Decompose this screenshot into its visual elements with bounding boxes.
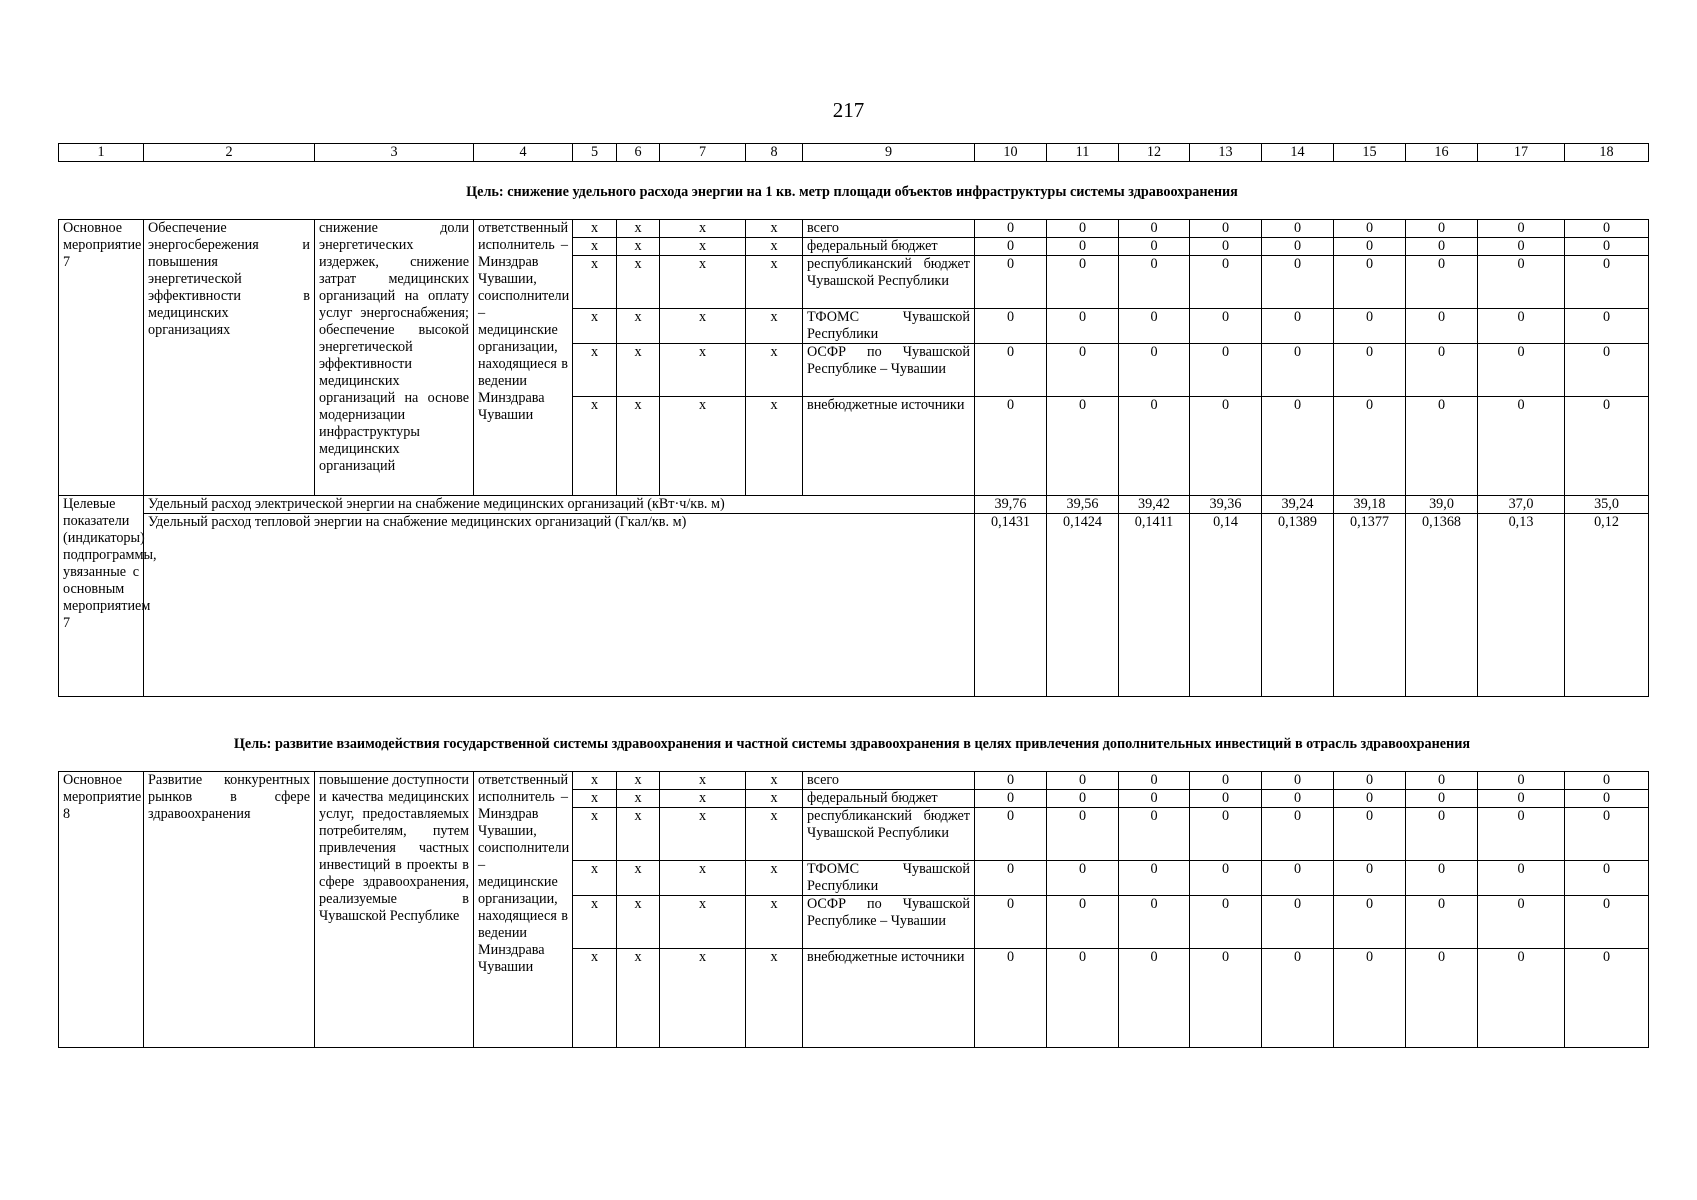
code-cell-c5: х [573, 344, 617, 397]
year-value: 0 [1262, 896, 1334, 949]
code-cell-c7: х [660, 896, 746, 949]
indicator-value: 39,42 [1119, 496, 1190, 514]
code-cell-c6: х [617, 808, 660, 861]
year-value: 0 [1047, 772, 1119, 790]
code-cell-c8: х [746, 238, 803, 256]
year-value: 0 [1478, 949, 1565, 1048]
code-cell-c7: х [660, 238, 746, 256]
code-cell-c6: х [617, 397, 660, 496]
code-cell-c6: х [617, 238, 660, 256]
year-value: 0 [1334, 896, 1406, 949]
code-cell-c8: х [746, 808, 803, 861]
main-event-label: Основное мероприятие 7 [59, 220, 144, 496]
year-value: 0 [1334, 238, 1406, 256]
year-value: 0 [1334, 397, 1406, 496]
code-cell-c8: х [746, 397, 803, 496]
year-value: 0 [1565, 896, 1649, 949]
indicator-value: 0,1389 [1262, 514, 1334, 697]
column-number: 8 [746, 144, 803, 162]
year-value: 0 [1190, 808, 1262, 861]
column-number: 7 [660, 144, 746, 162]
year-value: 0 [975, 861, 1047, 896]
year-value: 0 [1190, 896, 1262, 949]
code-cell-c7: х [660, 397, 746, 496]
funding-source: федеральный бюджет [803, 238, 975, 256]
year-value: 0 [1262, 397, 1334, 496]
funding-source: республиканский бюджет Чувашской Республики [803, 256, 975, 309]
year-value: 0 [1478, 256, 1565, 309]
year-value: 0 [1262, 790, 1334, 808]
code-cell-c7: х [660, 344, 746, 397]
year-value: 0 [1565, 790, 1649, 808]
code-cell-c6: х [617, 256, 660, 309]
year-value: 0 [1262, 344, 1334, 397]
goal-2-title: Цель: развитие взаимодействия государственной системы здравоохранения и частной системы здравоохранения в целях привлечения дополнительных инвестиций в отрасль здравоохранения [233, 736, 1471, 752]
year-value: 0 [1119, 344, 1190, 397]
year-value: 0 [1047, 790, 1119, 808]
year-value: 0 [1119, 309, 1190, 344]
year-value: 0 [1565, 309, 1649, 344]
year-value: 0 [1262, 772, 1334, 790]
year-value: 0 [1047, 256, 1119, 309]
header-row [59, 144, 1649, 162]
funding-source: всего [803, 772, 975, 790]
year-value: 0 [1119, 808, 1190, 861]
code-cell-c5: х [573, 309, 617, 344]
year-value: 0 [1190, 790, 1262, 808]
year-value: 0 [1406, 896, 1478, 949]
code-cell-c6: х [617, 790, 660, 808]
year-value: 0 [1119, 772, 1190, 790]
year-value: 0 [1565, 861, 1649, 896]
indicator-row [59, 496, 1649, 514]
expected-result: повышение доступности и качества медицинских услуг, предоставляемых потребителям, путем привлечения частных инвестиций в проекты в сфере здравоохранения, реализуемые в Чувашской Республике [315, 772, 474, 1048]
column-number: 5 [573, 144, 617, 162]
column-number: 6 [617, 144, 660, 162]
year-value: 0 [1565, 808, 1649, 861]
funding-source: республиканский бюджет Чувашской Республики [803, 808, 975, 861]
year-value: 0 [1478, 344, 1565, 397]
year-value: 0 [1406, 397, 1478, 496]
year-value: 0 [1047, 344, 1119, 397]
indicator-value: 0,1411 [1119, 514, 1190, 697]
funding-source: ТФОМС Чувашской Республики [803, 861, 975, 896]
code-cell-c6: х [617, 949, 660, 1048]
year-value: 0 [1190, 949, 1262, 1048]
code-cell-c8: х [746, 896, 803, 949]
year-value: 0 [1190, 344, 1262, 397]
column-number: 14 [1262, 144, 1334, 162]
code-cell-c7: х [660, 220, 746, 238]
column-number: 2 [144, 144, 315, 162]
main-event-label: Основное мероприятие 8 [59, 772, 144, 1048]
year-value: 0 [1190, 861, 1262, 896]
year-value: 0 [1406, 772, 1478, 790]
year-value: 0 [1478, 790, 1565, 808]
year-value: 0 [1047, 238, 1119, 256]
funding-source: внебюджетные источники [803, 949, 975, 1048]
year-value: 0 [1406, 238, 1478, 256]
code-cell-c5: х [573, 949, 617, 1048]
year-value: 0 [1478, 861, 1565, 896]
indicator-value: 39,18 [1334, 496, 1406, 514]
year-value: 0 [975, 896, 1047, 949]
year-value: 0 [1565, 949, 1649, 1048]
event-name: Обеспечение энергосбережения и повышения энергетической эффективности в медицинских организациях [144, 220, 315, 496]
year-value: 0 [1565, 220, 1649, 238]
year-value: 0 [1478, 772, 1565, 790]
code-cell-c5: х [573, 790, 617, 808]
code-cell-c5: х [573, 808, 617, 861]
year-value: 0 [975, 397, 1047, 496]
year-value: 0 [1119, 397, 1190, 496]
year-value: 0 [1190, 220, 1262, 238]
year-value: 0 [1406, 220, 1478, 238]
page-number: 217 [832, 98, 865, 122]
code-cell-c6: х [617, 861, 660, 896]
code-cell-c8: х [746, 344, 803, 397]
year-value: 0 [1565, 772, 1649, 790]
year-value: 0 [1047, 309, 1119, 344]
year-value: 0 [1334, 790, 1406, 808]
year-value: 0 [1334, 861, 1406, 896]
indicator-value: 0,1368 [1406, 514, 1478, 697]
code-cell-c5: х [573, 238, 617, 256]
executor: ответственный исполнитель – Минздрав Чувашии, соисполнители – медицинские организации, находящиеся в ведении Минздрава Чувашии [474, 772, 573, 1048]
code-cell-c7: х [660, 861, 746, 896]
column-number: 16 [1406, 144, 1478, 162]
year-value: 0 [1262, 808, 1334, 861]
funding-source: ТФОМС Чувашской Республики [803, 309, 975, 344]
year-value: 0 [1478, 896, 1565, 949]
code-cell-c6: х [617, 896, 660, 949]
year-value: 0 [1119, 790, 1190, 808]
code-cell-c7: х [660, 790, 746, 808]
indicator-value: 0,14 [1190, 514, 1262, 697]
code-cell-c5: х [573, 861, 617, 896]
year-value: 0 [1119, 896, 1190, 949]
year-value: 0 [1478, 397, 1565, 496]
year-value: 0 [1190, 309, 1262, 344]
indicator-value: 39,76 [975, 496, 1047, 514]
year-value: 0 [1406, 949, 1478, 1048]
code-cell-c5: х [573, 397, 617, 496]
code-cell-c7: х [660, 772, 746, 790]
column-number: 12 [1119, 144, 1190, 162]
main-event-7-table [58, 219, 1649, 697]
column-number: 11 [1047, 144, 1119, 162]
year-value: 0 [1047, 896, 1119, 949]
code-cell-c8: х [746, 220, 803, 238]
funding-source: федеральный бюджет [803, 790, 975, 808]
year-value: 0 [1119, 949, 1190, 1048]
year-value: 0 [1334, 309, 1406, 344]
code-cell-c5: х [573, 220, 617, 238]
expected-result: снижение доли энергетических издержек, снижение затрат медицинских организаций на оплату услуг энергоснабжения; обеспечение высокой энергетической эффективности медицинских организаций на основе модернизации инфраструктуры медицинских организаций [315, 220, 474, 496]
year-value: 0 [975, 772, 1047, 790]
indicator-name: Удельный расход электрической энергии на снабжение медицинских организаций (кВт·ч/кв. м) [144, 496, 975, 514]
indicator-value: 0,1377 [1334, 514, 1406, 697]
year-value: 0 [1262, 220, 1334, 238]
main-event-8-table [58, 771, 1649, 1048]
year-value: 0 [1478, 309, 1565, 344]
year-value: 0 [1262, 861, 1334, 896]
year-value: 0 [975, 344, 1047, 397]
funding-source: ОСФР по Чувашской Республике – Чувашии [803, 344, 975, 397]
year-value: 0 [1406, 861, 1478, 896]
code-cell-c5: х [573, 256, 617, 309]
year-value: 0 [1334, 772, 1406, 790]
year-value: 0 [975, 256, 1047, 309]
year-value: 0 [1190, 397, 1262, 496]
code-cell-c8: х [746, 790, 803, 808]
year-value: 0 [1119, 861, 1190, 896]
code-cell-c8: х [746, 309, 803, 344]
code-cell-c8: х [746, 949, 803, 1048]
funding-source: внебюджетные источники [803, 397, 975, 496]
indicator-value: 0,1431 [975, 514, 1047, 697]
year-value: 0 [1565, 238, 1649, 256]
year-value: 0 [1478, 220, 1565, 238]
column-number: 13 [1190, 144, 1262, 162]
financing-row [59, 772, 1649, 790]
year-value: 0 [975, 238, 1047, 256]
column-number: 18 [1565, 144, 1649, 162]
goal-1-title: Цель: снижение удельного расхода энергии на 1 кв. метр площади объектов инфраструктуры системы здравоохранения [466, 184, 1238, 200]
year-value: 0 [1190, 256, 1262, 309]
indicator-value: 39,0 [1406, 496, 1478, 514]
column-number: 15 [1334, 144, 1406, 162]
year-value: 0 [1262, 309, 1334, 344]
year-value: 0 [1190, 238, 1262, 256]
year-value: 0 [1334, 808, 1406, 861]
year-value: 0 [1047, 949, 1119, 1048]
year-value: 0 [1047, 808, 1119, 861]
indicator-value: 35,0 [1565, 496, 1649, 514]
funding-source: всего [803, 220, 975, 238]
indicators-label: Целевые показатели (индикаторы) подпрограммы, увязанные с основным мероприятием 7 [59, 496, 144, 697]
year-value: 0 [1565, 397, 1649, 496]
code-cell-c5: х [573, 772, 617, 790]
indicator-value: 0,12 [1565, 514, 1649, 697]
year-value: 0 [1119, 256, 1190, 309]
funding-source: ОСФР по Чувашской Республике – Чувашии [803, 896, 975, 949]
year-value: 0 [1334, 344, 1406, 397]
year-value: 0 [1406, 808, 1478, 861]
indicator-name: Удельный расход тепловой энергии на снабжение медицинских организаций (Гкал/кв. м) [144, 514, 975, 697]
executor: ответственный исполнитель – Минздрав Чувашии, соисполнители – медицинские организации, находящиеся в ведении Минздрава Чувашии [474, 220, 573, 496]
column-number: 10 [975, 144, 1047, 162]
code-cell-c6: х [617, 309, 660, 344]
year-value: 0 [975, 790, 1047, 808]
year-value: 0 [1334, 949, 1406, 1048]
indicator-row [59, 514, 1649, 697]
year-value: 0 [1334, 256, 1406, 309]
year-value: 0 [1334, 220, 1406, 238]
indicator-value: 39,56 [1047, 496, 1119, 514]
event-name: Развитие конкурентных рынков в сфере здравоохранения [144, 772, 315, 1048]
year-value: 0 [1565, 256, 1649, 309]
financing-row [59, 220, 1649, 238]
indicator-value: 0,1424 [1047, 514, 1119, 697]
year-value: 0 [1047, 220, 1119, 238]
year-value: 0 [1262, 238, 1334, 256]
year-value: 0 [1047, 397, 1119, 496]
year-value: 0 [1047, 861, 1119, 896]
year-value: 0 [975, 220, 1047, 238]
year-value: 0 [1406, 256, 1478, 309]
year-value: 0 [1478, 808, 1565, 861]
column-number: 1 [59, 144, 144, 162]
column-number-header [58, 143, 1649, 162]
indicator-value: 39,24 [1262, 496, 1334, 514]
code-cell-c7: х [660, 808, 746, 861]
year-value: 0 [975, 309, 1047, 344]
code-cell-c7: х [660, 949, 746, 1048]
code-cell-c8: х [746, 256, 803, 309]
year-value: 0 [1565, 344, 1649, 397]
code-cell-c8: х [746, 772, 803, 790]
year-value: 0 [1406, 309, 1478, 344]
column-number: 9 [803, 144, 975, 162]
year-value: 0 [1262, 256, 1334, 309]
indicator-value: 39,36 [1190, 496, 1262, 514]
column-number: 4 [474, 144, 573, 162]
indicator-value: 0,13 [1478, 514, 1565, 697]
year-value: 0 [1119, 238, 1190, 256]
code-cell-c6: х [617, 220, 660, 238]
year-value: 0 [1478, 238, 1565, 256]
code-cell-c5: х [573, 896, 617, 949]
indicator-value: 37,0 [1478, 496, 1565, 514]
column-number: 3 [315, 144, 474, 162]
code-cell-c7: х [660, 309, 746, 344]
code-cell-c7: х [660, 256, 746, 309]
code-cell-c6: х [617, 772, 660, 790]
year-value: 0 [975, 808, 1047, 861]
year-value: 0 [1119, 220, 1190, 238]
year-value: 0 [1406, 344, 1478, 397]
code-cell-c6: х [617, 344, 660, 397]
year-value: 0 [975, 949, 1047, 1048]
code-cell-c8: х [746, 861, 803, 896]
year-value: 0 [1262, 949, 1334, 1048]
year-value: 0 [1190, 772, 1262, 790]
column-number: 17 [1478, 144, 1565, 162]
year-value: 0 [1406, 790, 1478, 808]
